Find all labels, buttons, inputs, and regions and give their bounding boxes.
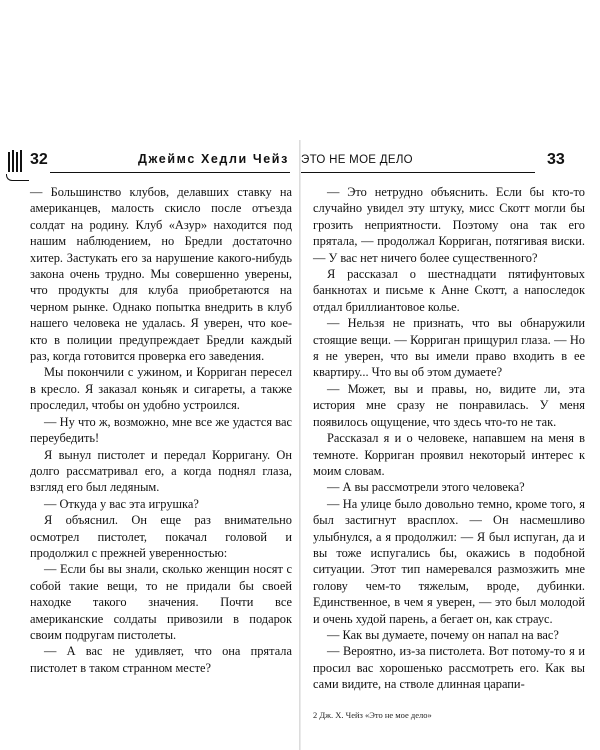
header-ornament-base: [6, 174, 29, 181]
paragraph: Рассказал я и о человеке, напавшем на меня в темноте. Корриган проявил некоторый интерес к моим словам.: [313, 431, 585, 478]
paragraph: Мы покончили с ужином, и Корриган пересел в кресло. Я заказал коньяк и сигареты, а также проследил, чтобы он удобно устроился.: [30, 365, 292, 413]
header-ornament-icon: [8, 150, 28, 176]
right-body-text: [313, 184, 585, 693]
paragraph: — Большинство клубов, делавших ставку на американцев, малость скисло после отъезда солдат на родину. Клуб «Азур» находится под нашим наблюдением, но Бредли достаточно хитер. Застукать его за нарушение какого-нибудь закона очень трудно. Мы совершенно уверены, что продукты для клуба приобретаются на черном рынке. Однако попытка внедрить в клуб нашего человека не удалась. Я уверен, что кое-кто в полиции предупреждает Бредли каждый раз, когда готовится проверка его заведения.: [30, 185, 292, 364]
paragraph: — Вероятно, из-за пистолета. Вот потому-то я и просил вас хорошенько рассмотреть его. Как вы сами видите, на стволе длинная царапи-: [313, 644, 585, 692]
right-page: [301, 0, 600, 750]
right-running-head: ЭТО НЕ МОЕ ДЕЛО: [301, 154, 413, 166]
paragraph: — Может, вы и правы, но, видите ли, эта история мне сразу не понравилась. У меня появилось ощущение, что здесь что-то не так.: [313, 381, 585, 429]
paragraph: Я вынул пистолет и передал Корригану. Он долго рассматривал его, а когда поднял глаза, взгляд его был ледяным.: [30, 447, 292, 495]
signature-footnote: 2 Дж. Х. Чейз «Это не мое дело»: [313, 710, 432, 720]
paragraph: — Ну что ж, возможно, мне все же удастся вас переубедить!: [30, 414, 292, 446]
paragraph: Я объяснил. Он еще раз внимательно осмотрел пистолет, покачал головой и продолжил с прежней уверенностью:: [30, 513, 292, 560]
left-page: [0, 0, 299, 750]
paragraph: — Откуда у вас эта игрушка?: [44, 496, 199, 511]
paragraph: — А вы рассмотрели этого человека?: [327, 480, 525, 495]
paragraph: — Нельзя не признать, что вы обнаружили стоящие вещи. — Корриган прищурил глаза. — Но я не уверен, что вы имели право входить в ее квартиру... Что вы об этом думаете?: [313, 316, 585, 380]
left-header-rule: [50, 172, 290, 173]
right-header-rule: [301, 172, 535, 173]
paragraph: — Если бы вы знали, сколько женщин носят с собой такие вещи, то не придали бы своей находке такого значения. Почти все американские солдаты привозили в подарок своим подругам пистолеты.: [30, 562, 292, 642]
left-body-text: [30, 184, 292, 676]
paragraph: Я рассказал о шестнадцати пятифунтовых банкнотах и письме к Анне Скотт, а напоследок отдал бриллиантовое колье.: [313, 267, 585, 314]
paragraph: — Это нетрудно объяснить. Если бы кто-то случайно увидел эту штуку, мисс Скотт могли бы грозить неприятности. Поэтому она так его прятала, — продолжал Корриган, потягивая виски. — У вас нет ничего более существенного?: [313, 185, 585, 265]
paragraph: — А вас не удивляет, что она прятала пистолет в таком странном месте?: [30, 644, 292, 675]
right-page-number: 33: [547, 151, 565, 168]
left-running-head: Джеймс Хедли Чейз: [138, 152, 289, 166]
paragraph: — Как вы думаете, почему он напал на вас?: [327, 627, 559, 642]
left-page-number: 32: [30, 151, 48, 168]
paragraph: — На улице было довольно темно, кроме того, я был застигнут врасплох. — Он насмешливо улыбнулся, а я продолжил: — Я был испуган, да и вы тоже испугались бы, окажись в подобной ситуации. Этот тип намеревался размозжить мне голову чем-то тяжелым, вроде, дубинки. Единственное, в чем я уверен, — это был молодой и очень худой парень, а бегает он, как страус.: [313, 496, 585, 626]
